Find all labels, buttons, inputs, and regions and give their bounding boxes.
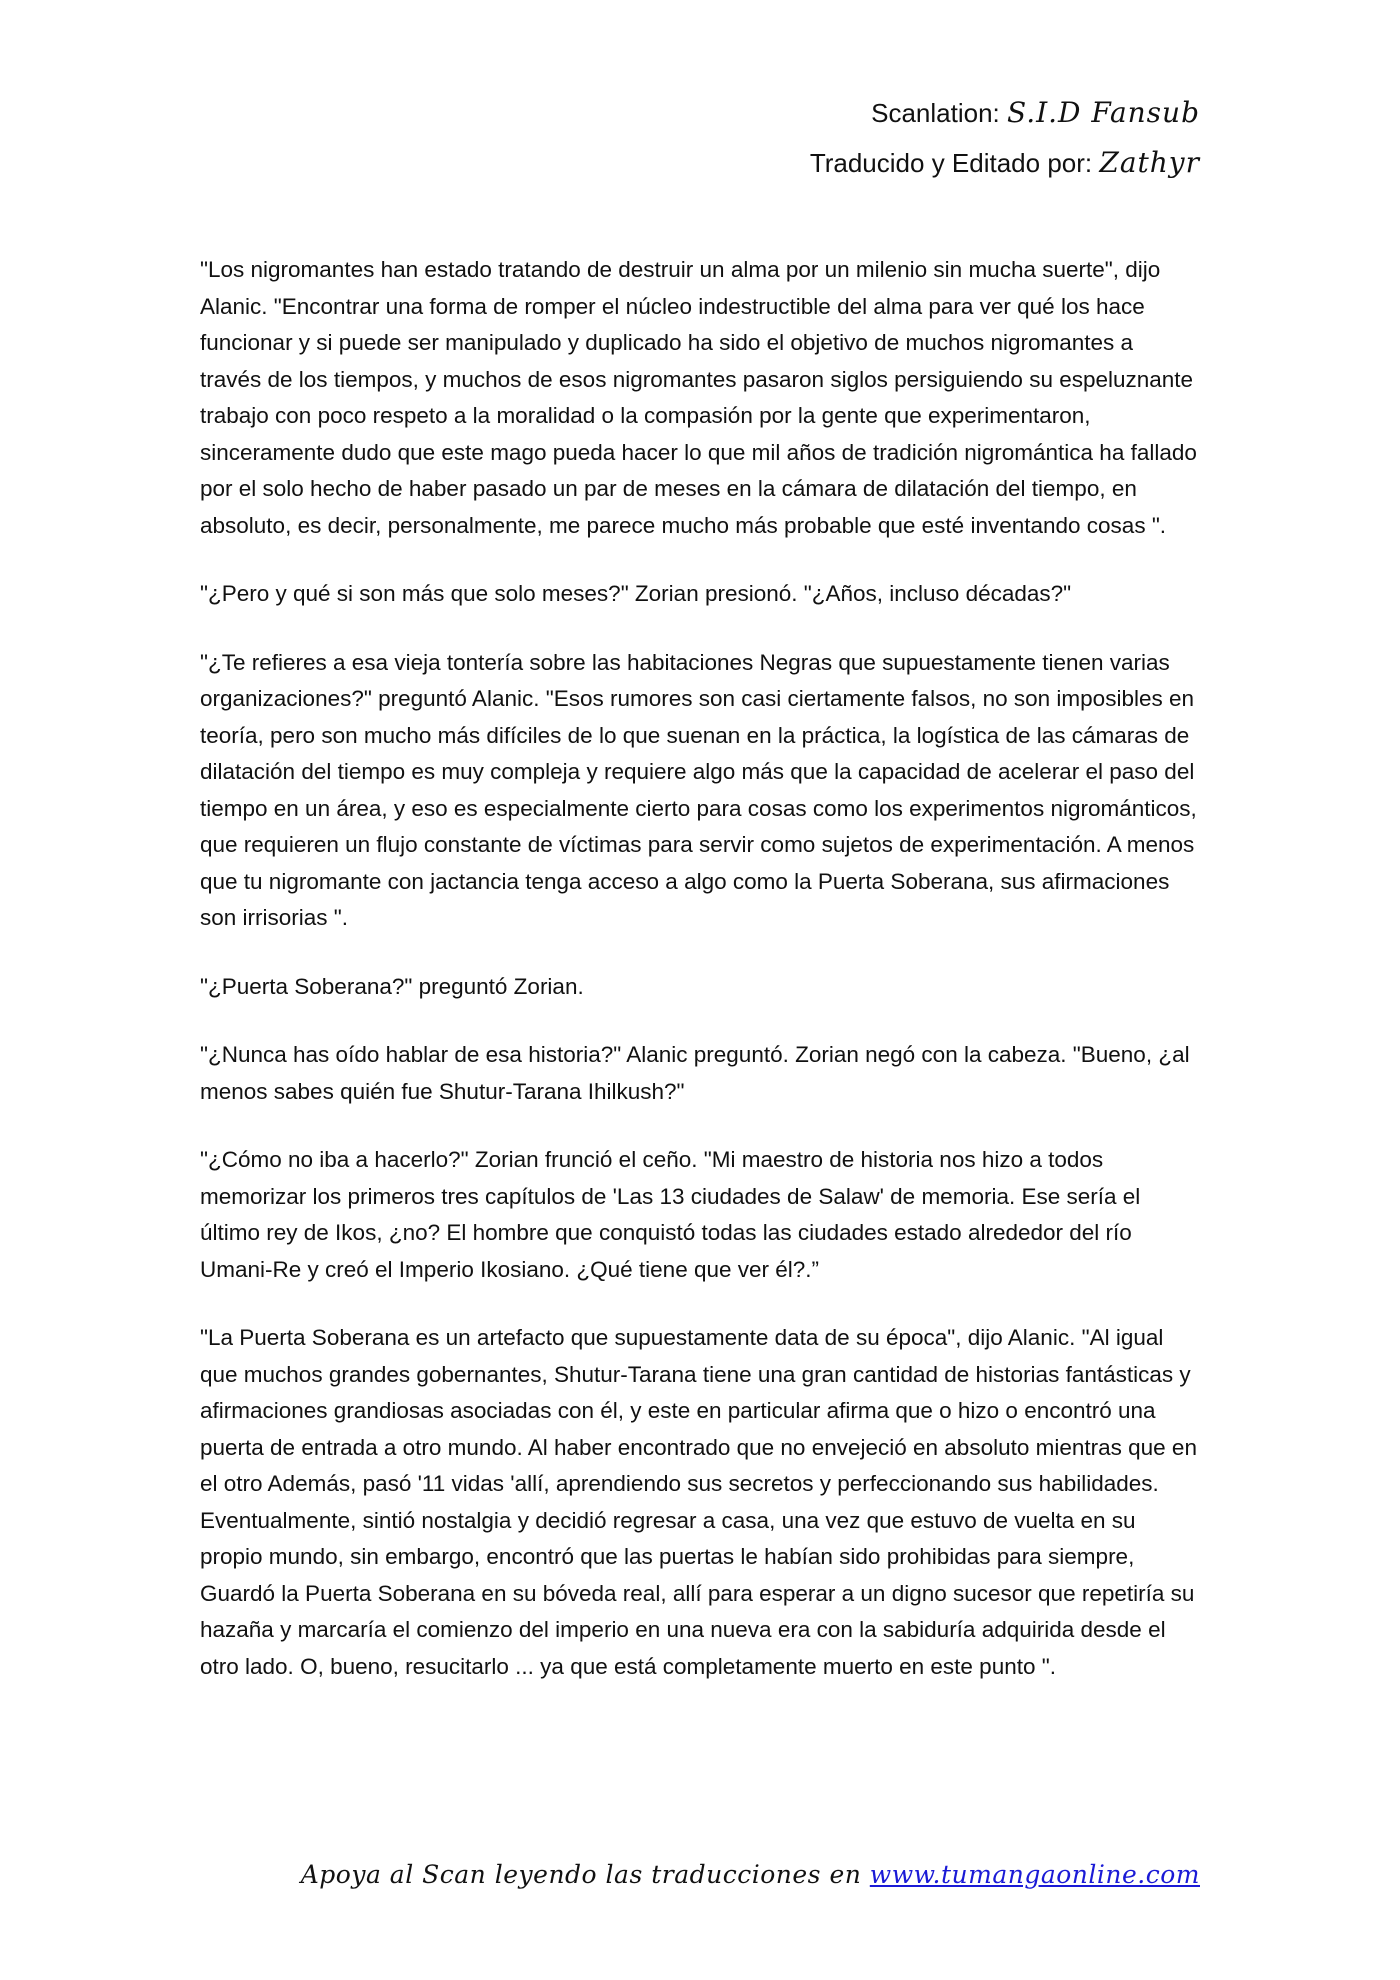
paragraph-6: "¿Cómo no iba a hacerlo?" Zorian frunció el ceño. "Mi maestro de historia nos hizo a todos memorizar los primeros tres capítulos de 'Las 13 ciudades de Salaw' de memoria. Ese sería el último rey de Ikos, ¿no? El hombre que conquistó todas las ciudades estado alrededor del río Umani-Re y creó el Imperio Ikosiano. ¿Qué tiene que ver él?.”	[200, 1147, 1141, 1282]
credits-block	[810, 88, 1200, 188]
translator-name: Zathyr	[1099, 146, 1200, 179]
scanlation-credit	[810, 88, 1200, 138]
paragraph-1: "Los nigromantes han estado tratando de destruir un alma por un milenio sin mucha suerte", dijo Alanic. "Encontrar una forma de romper el núcleo indestructible del alma para ver qué los hace funcionar y si puede ser manipulado y duplicado ha sido el objetivo de muchos nigromantes a través de los tiempos, y muchos de esos nigromantes pasaron siglos persiguiendo su espeluznante trabajo con poco respeto a la moralidad o la compasión por la gente que experimentaron, sinceramente dudo que este mago pueda hacer lo que mil años de tradición nigromántica ha fallado por el solo hecho de haber pasado un par de meses en la cámara de dilatación del tiempo, en absoluto, es decir, personalmente, me parece mucho más probable que esté inventando cosas ".	[200, 257, 1197, 538]
paragraph-2: "¿Pero y qué si son más que solo meses?" Zorian presionó. "¿Años, incluso décadas?"	[200, 581, 1072, 606]
footer-link[interactable]: www.tumangaonline.com	[869, 1860, 1200, 1889]
paragraph-3: "¿Te refieres a esa vieja tontería sobre las habitaciones Negras que supuestamente tienen varias organizaciones?" preguntó Alanic. "Esos rumores son casi ciertamente falsos, no son imposibles en teoría, pero son mucho más difíciles de lo que suenan en la práctica, la logística de las cámaras de dilatación del tiempo es muy compleja y requiere algo más que la capacidad de acelerar el paso del tiempo en un área, y eso es especialmente cierto para cosas como los experimentos nigrománticos, que requieren un flujo constante de víctimas para servir como sujetos de experimentación. A menos que tu nigromante con jactancia tenga acceso a algo como la Puerta Soberana, sus afirmaciones son irrisorias ".	[200, 649, 1197, 930]
scanlation-label: Scanlation:	[871, 98, 1000, 128]
translator-credit	[810, 138, 1200, 188]
footer-note	[301, 1860, 1200, 1889]
paragraph-7: "La Puerta Soberana es un artefacto que supuestamente data de su época", dijo Alanic. "Al igual que muchos grandes gobernantes, Shutur-Tarana tiene una gran cantidad de historias fantásticas y afirmaciones grandiosas asociadas con él, y este en particular afirma que o hizo o encontró una puerta de entrada a otro mundo. Al haber encontrado que no envejeció en absoluto mientras que en el otro Además, pasó '11 vidas 'allí, aprendiendo sus secretos y perfeccionando sus habilidades. Eventualmente, sintió nostalgia y decidió regresar a casa, una vez que estuvo de vuelta en su propio mundo, sin embargo, encontró que las puertas le habían sido prohibidas para siempre, Guardó la Puerta Soberana en su bóveda real, allí para esperar a un digno sucesor que repetiría su hazaña y marcaría el comienzo del imperio en una nueva era con la sabiduría adquirida desde el otro lado. O, bueno, resucitarlo ... ya que está completamente muerto en este punto ".	[200, 1325, 1197, 1679]
scanlation-name: S.I.D Fansub	[1007, 96, 1200, 129]
story-body	[200, 252, 1200, 1717]
footer-text: Apoya al Scan leyendo las traducciones en	[300, 1860, 870, 1889]
paragraph-4: "¿Puerta Soberana?" preguntó Zorian.	[200, 973, 584, 999]
paragraph-5: "¿Nunca has oído hablar de esa historia?" Alanic preguntó. Zorian negó con la cabeza. "Bueno, ¿al menos sabes quién fue Shutur-Tarana Ihilkush?"	[200, 1042, 1190, 1104]
translator-label: Traducido y Editado por:	[809, 148, 1093, 178]
